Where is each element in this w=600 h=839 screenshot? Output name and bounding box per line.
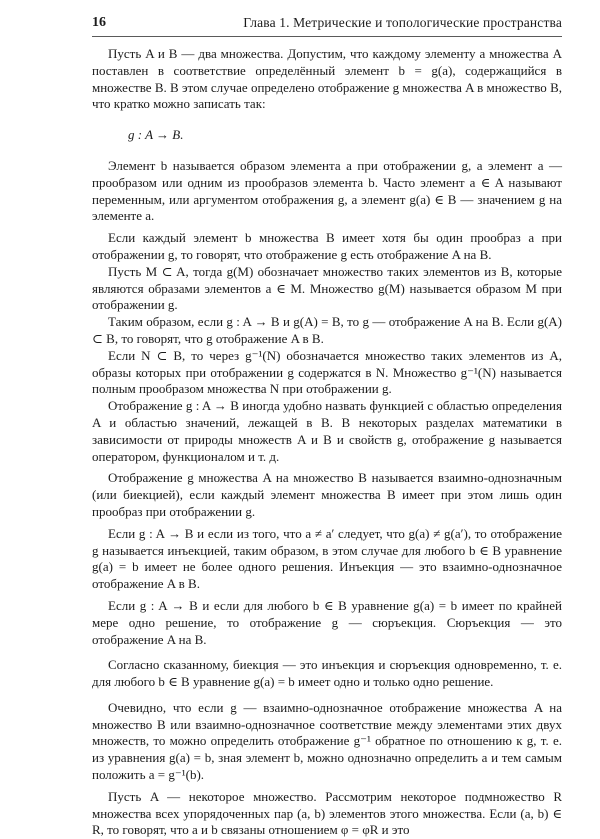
paragraph-mapping-definition: Пусть A и B — два множества. Допустим, что каждому элементу a множества A поставлен в соответствие определённый элемент b = g(a), содержащийся в множестве B. В этом случае определено отображение g множества A в множество B, что кратко можно записать так: [92,46,562,112]
paragraph-full-preimage: Если N ⊂ B, то через g⁻¹(N) обозначается множество таких элементов из A, образы которых при отображении g содержатся в N. Множество g⁻¹(N) называется полным прообразом множества N при отображении g. [92,347,562,397]
paragraph-function: Отображение g : A → B иногда удобно назвать функцией с областью определения A и областью значений, лежащей в B. В некоторых разделах математики в зависимости от природы множеств A и B и свойств g, отображение g называется оператором, функционалом и т. д. [92,398,562,464]
paragraph-surjection: Если g : A → B и если для любого b ∈ B уравнение g(a) = b имеет по крайней мере одно решение, то отображение g — сюръекция. Сюръекция — это отображение A на B. [92,597,562,647]
page-body [92,46,562,839]
paragraph-bijection-summary: Согласно сказанному, биекция — это инъекция и сюръекция одновременно, т. е. для любого b ∈ B уравнение g(a) = b имеет одно и только одно решение. [92,657,562,690]
paragraph-onto: Если каждый элемент b множества B имеет хотя бы один прообраз a при отображении g, то говорят, что отображение g есть отображение A на B. [92,230,562,262]
paragraph-image-preimage: Элемент b называется образом элемента a при отображении g, а элемент a — прообразом или одним из прообразов элемента b. Часто элемент a ∈ A называют переменным, или аргументом отображения g, а элемент g(a) ∈ B — значением g на элементе a. [92,157,562,224]
page-header [92,12,562,37]
paragraph-inverse-mapping: Очевидно, что если g — взаимно-однозначное отображение множества A на множество B или взаимно-однозначное соответствие между элементами этих двух множеств, то можно определить отображение g⁻¹ обратное по отношению к g, т. е. из уравнения g(a) = b, зная элемент b, можно однозначно определить a и тем самым положить a = g⁻¹(b). [92,699,562,783]
formula-mapping: g : A → B. [128,127,184,143]
page-number: 16 [92,15,106,30]
running-title: Глава 1. Метрические и топологические пространства [243,15,562,30]
paragraph-image-of-subset: Пусть M ⊂ A, тогда g(M) обозначает множество таких элементов из B, которые являются образами элементов a ∈ M. Множество g(M) называется образом M при отображении g. [92,263,562,313]
paragraph-bijection: Отображение g множества A на множество B называется взаимно-однозначным (или биекцией), если каждый элемент множества B имеет при этом лишь один прообраз при отображении g. [92,470,562,519]
paragraph-injection: Если g : A → B и если из того, что a ≠ a′ следует, что g(a) ≠ g(a′), то отображение g называется инъекцией, таким образом, в этом случае для любого b ∈ B уравнение g(a) = b имеет не более одного решения. Инъекция — это взаимно-однозначное отображение A в B. [92,525,562,592]
paragraph-relation: Пусть A — некоторое множество. Рассмотрим некоторое подмножество R множества всех упорядоченных пар (a, b) элементов этого множества. Если (a, b) ∈ R, то говорят, что a и b связаны отношением φ = φR и это [92,788,562,838]
paragraph-onto-into: Таким образом, если g : A → B и g(A) = B, то g — отображение A на B. Если g(A) ⊂ B, то говорят, что g отображение A в B. [92,314,562,346]
